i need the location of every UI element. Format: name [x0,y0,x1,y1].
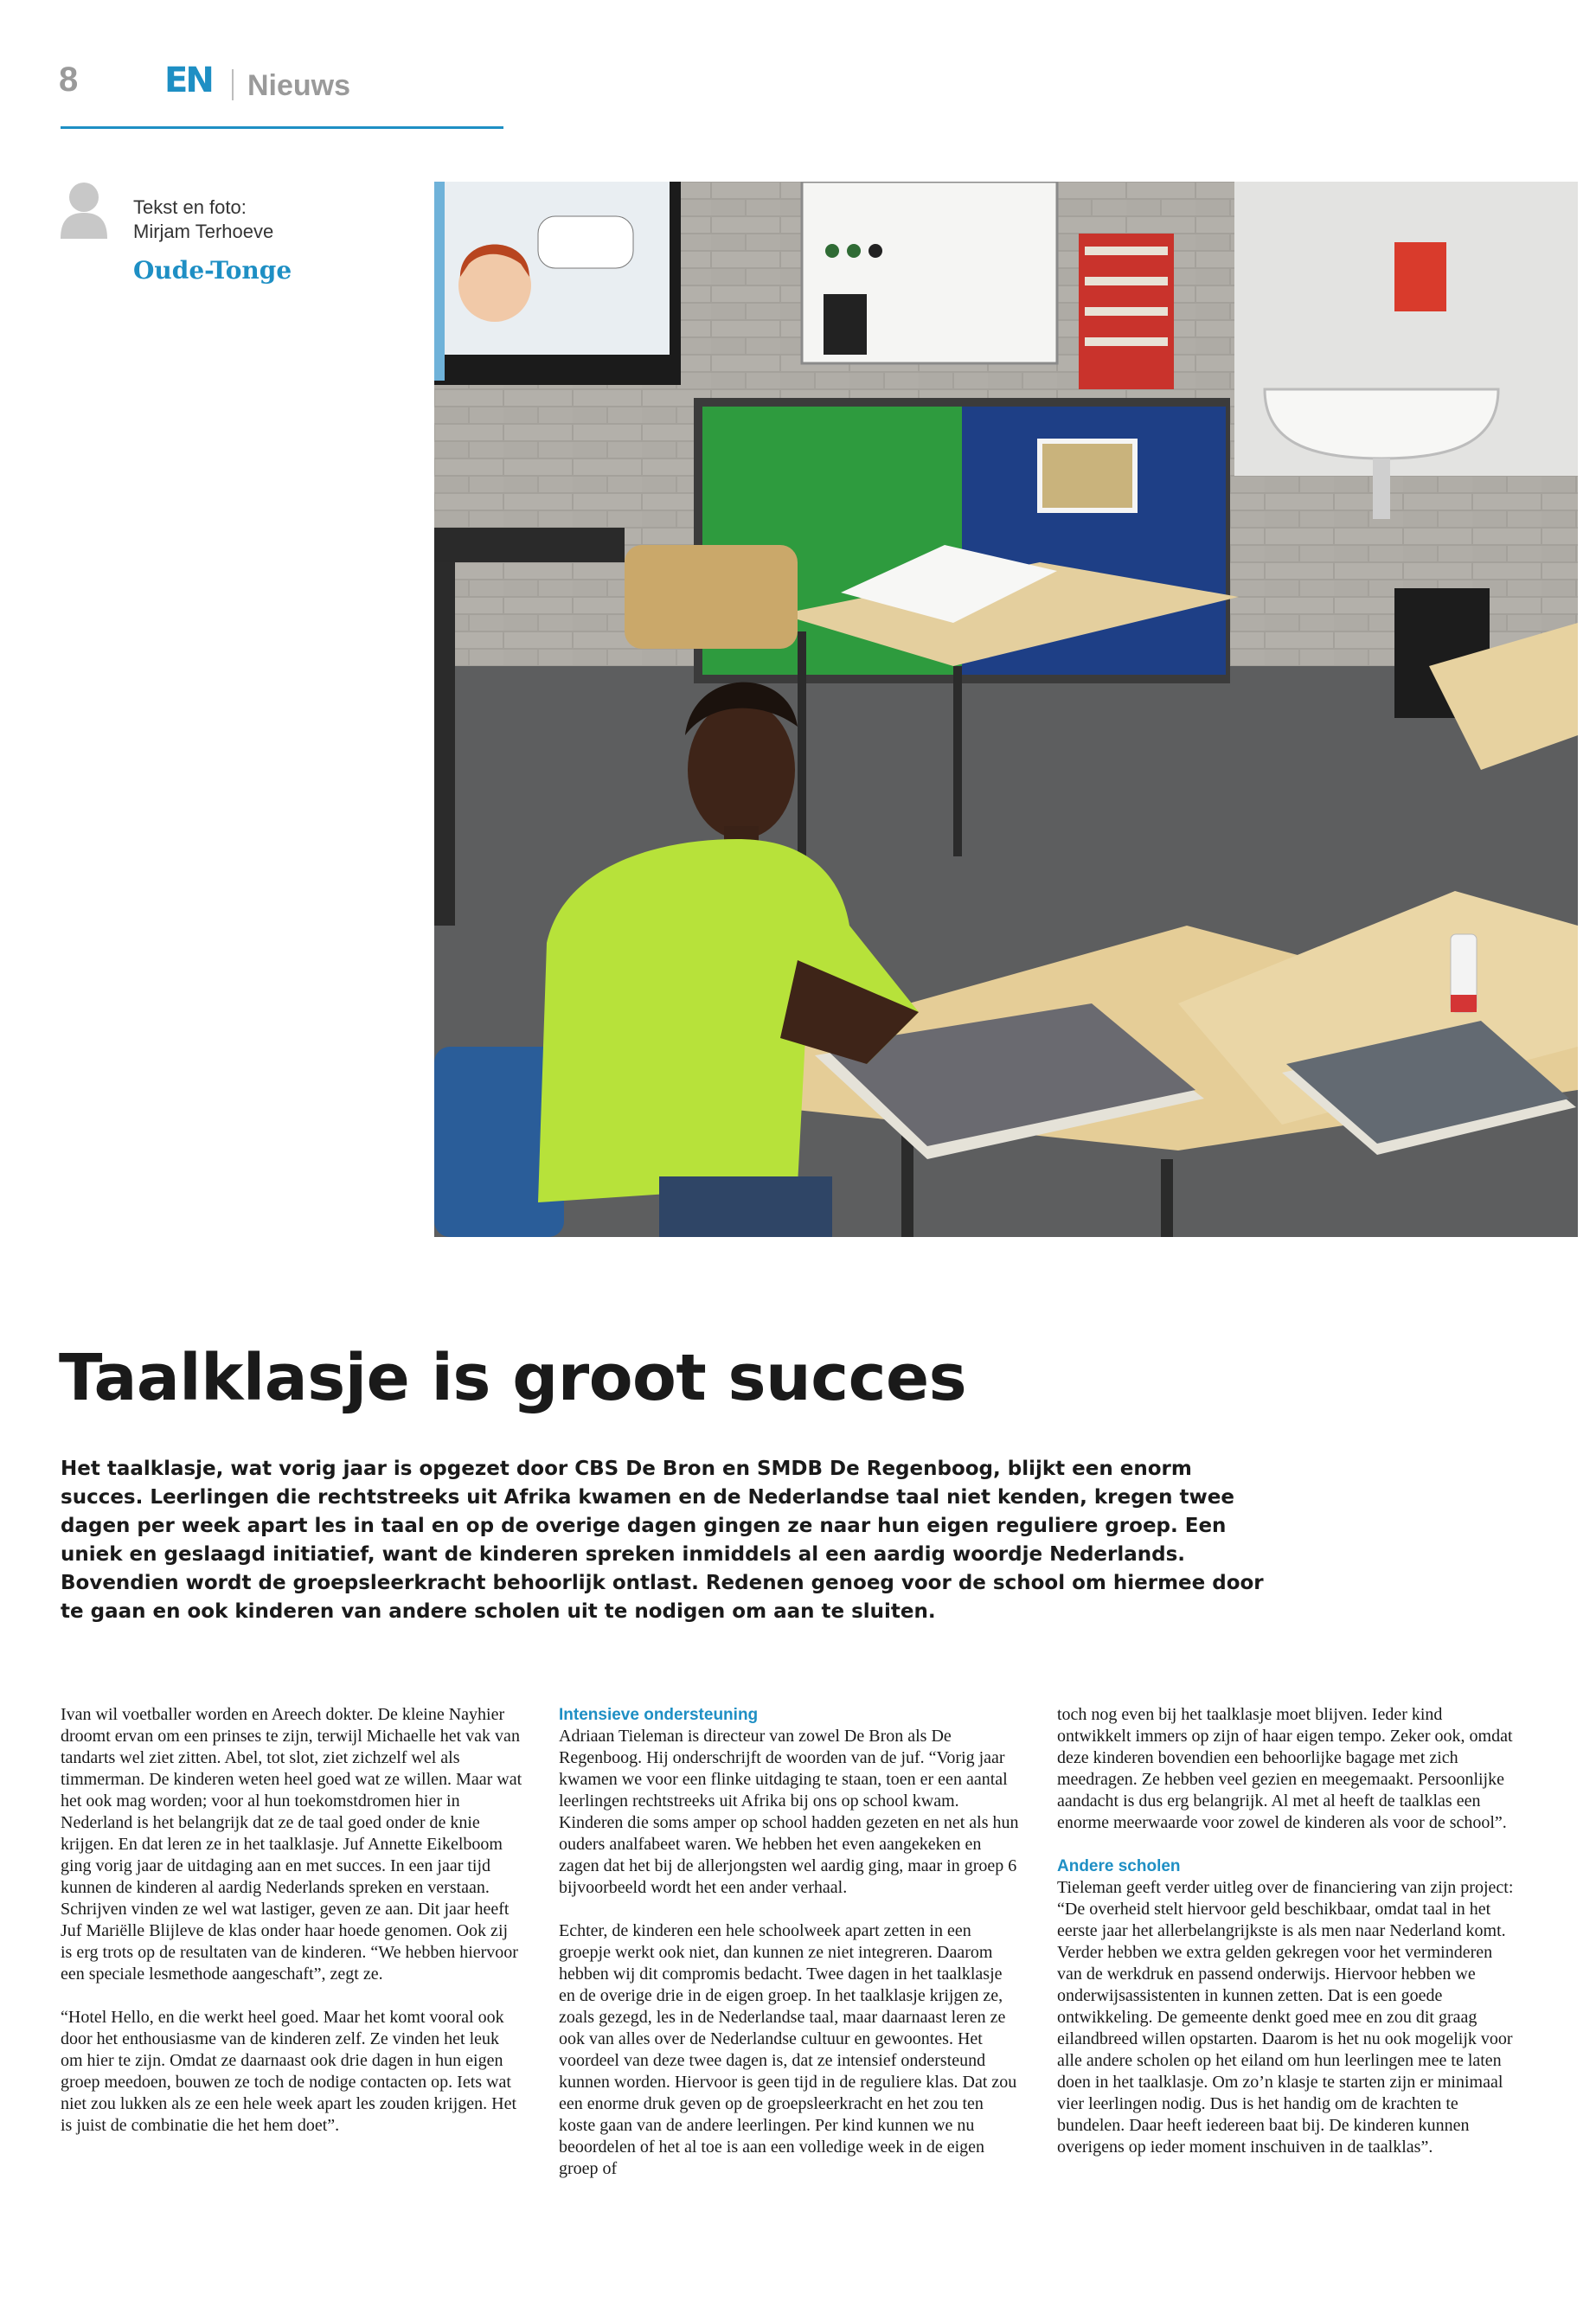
paragraph: Adriaan Tieleman is directeur van zowel De Bron als De Regenboog. Hij onderschrijft de woorden van de juf. “Vorig jaar kwamen we voor een flinke uitdaging te staan, toen er een aantal leerlingen rechtstreeks uit Afrika bij ons op school kwam. Kinderen die soms amper op school hadden gezeten en net als hun ouders analfabeet waren. We hebben het even aangekeken en zagen dat het bij de allerjongsten wel aardig ging, maar in groep 6 bijvoorbeeld wordt het een ander verhaal. [559,1727,1019,1897]
article-column-2 [559,1704,1022,2202]
paragraph: “Hotel Hello, en die werkt heel goed. Maar het komt vooral ook door het enthousiasme van de kinderen zelf. Ze vinden het leuk om hier te zijn. Omdat ze daarnaast ook drie dagen in hun eigen groep meedoen, bouwen ze toch de nodige contacten op. Iets wat niet zou lukken als ze een hele week apart les zouden krijgen. Het is juist de combinatie die het hem doet”. [61,2008,517,2135]
publication-logo[interactable]: EN [164,61,212,100]
article-column-3 [1057,1704,1520,2180]
header-separator [232,69,234,100]
paragraph: Tieleman geeft verder uitleg over de financiering van zijn project: “De overheid stelt hiervoor geld beschikbaar, omdat taal in het eerste jaar het allerbelangrijkste is als men naar Nederland komt. Verder hebben we extra gelden gekregen voor het verminderen van de werkdruk en passend onderwijs. Hiervoor hebben we onderwijsassistenten in kunnen zetten. Dat is een goede ontwikkeling. De gemeente denkt goed mee en zou dit graag eilandbreed willen opstarten. Daarom is het nu ook mogelijk voor alle andere scholen op het eiland om hun leerlingen mee te laten doen in het taalklasje. Om zo’n klasje te starten zijn er minimaal vier leerlingen nodig. Dus is het handig om de krachten te bundelen. Daar heeft iedereen baat bij. De kinderen kunnen overigens op ieder moment inschuiven in de taalklas”. [1057,1878,1514,2157]
section-label[interactable]: Nieuws [247,69,351,102]
subheading: Intensieve ondersteuning [559,1706,759,1724]
photo-credit [133,195,273,244]
paragraph: Ivan wil voetballer worden en Areech dokter. De kleine Nayhier droomt ervan om een prinses te zijn, terwijl Michaelle het vak van tandarts wel ziet zitten. Abel, tot slot, ziet zichzelf wel als timmerman. De kinderen weten heel goed wat ze willen. Maar wat het ook mag worden; voor al hun toekomstdromen hier in Nederland is het belangrijk dat ze de taal goed onder de knie krijgen. En dat leren ze in het taalklasje. Juf Annette Eikelboom ging vorig jaar de uitdaging aan en met succes. In een jaar tijd kunnen de kinderen al aardig Nederlands spreken en verstaan. Schrijven vinden ze wel wat lastiger, geven ze aan. Dit jaar heeft Juf Mariëlle Blijleve de klas onder haar hoede genomen. Ook zij is erg trots op de resultaten van de kinderen. “We hebben hiervoor een speciale lesmethode aangeschaft”, zegt ze. [61,1705,522,1984]
person-icon [59,180,109,239]
dateline-location: Oude-Tonge [133,256,292,285]
paragraph: Echter, de kinderen een hele schoolweek apart zetten in een groepje werkt ook niet, dan kunnen ze niet integreren. Daarom hebben wij dit compromis bedacht. Twee dagen in het taalklasje en de overige drie in de eigen groep. In het taalklasje krijgen ze, zoals gezegd, les in de Nederlandse taal, maar daarnaast leren ze ook van alles over de Nederlandse cultuur en gewoontes. Het voordeel van deze twee dagen is, dat ze intensief ondersteund kunnen worden. Hiervoor is geen tijd in de reguliere klas. Dat zou een enorme druk geven op de groepsleerkracht en het zou ten koste gaan van de andere leerlingen. Per kind kunnen we nu beoordelen of het al toe is aan een volledige week in de eigen groep of [559,1921,1017,2178]
article-headline: Taalklasje is groot succes [59,1341,967,1415]
article-lead: Het taalklasje, wat vorig jaar is opgezet door CBS De Bron en SMDB De Regenboog, blijkt een enorm succes. Leerlingen die rechtstreeks uit Afrika kwamen en de Nederlandse taal niet kenden, kregen twee dagen per week apart les in taal en op de overige dagen gingen ze naar hun eigen reguliere groep. Een uniek en geslaagd initiatief, want de kinderen spreken inmiddels al een aardig woordje Nederlands. Bovendien wordt de groepsleerkracht behoorlijk ontlast. Redenen genoeg voor de school om hiermee door te gaan en ook kinderen van andere scholen uit te nodigen om aan te sluiten. [61,1458,1264,1623]
header-rule [61,126,503,129]
article-column-1 [61,1704,523,2158]
page-number: 8 [59,61,79,99]
paragraph: toch nog even bij het taalklasje moet blijven. Ieder kind ontwikkelt immers op zijn of haar eigen tempo. Zeker ook, omdat deze kinderen bovendien een behoorlijke bagage met zich meedragen. Ze hebben veel gezien en meegemaakt. Persoonlijke aandacht is dus erg belangrijk. Al met al heeft de taalklas een enorme meerwaarde voor zowel de kinderen als voor de school”. [1057,1705,1513,1832]
credit-label: Tekst en foto: [133,196,247,218]
author-name: Mirjam Terhoeve [133,221,274,242]
classroom-photo [434,182,1578,1237]
subheading: Andere scholen [1057,1857,1181,1875]
